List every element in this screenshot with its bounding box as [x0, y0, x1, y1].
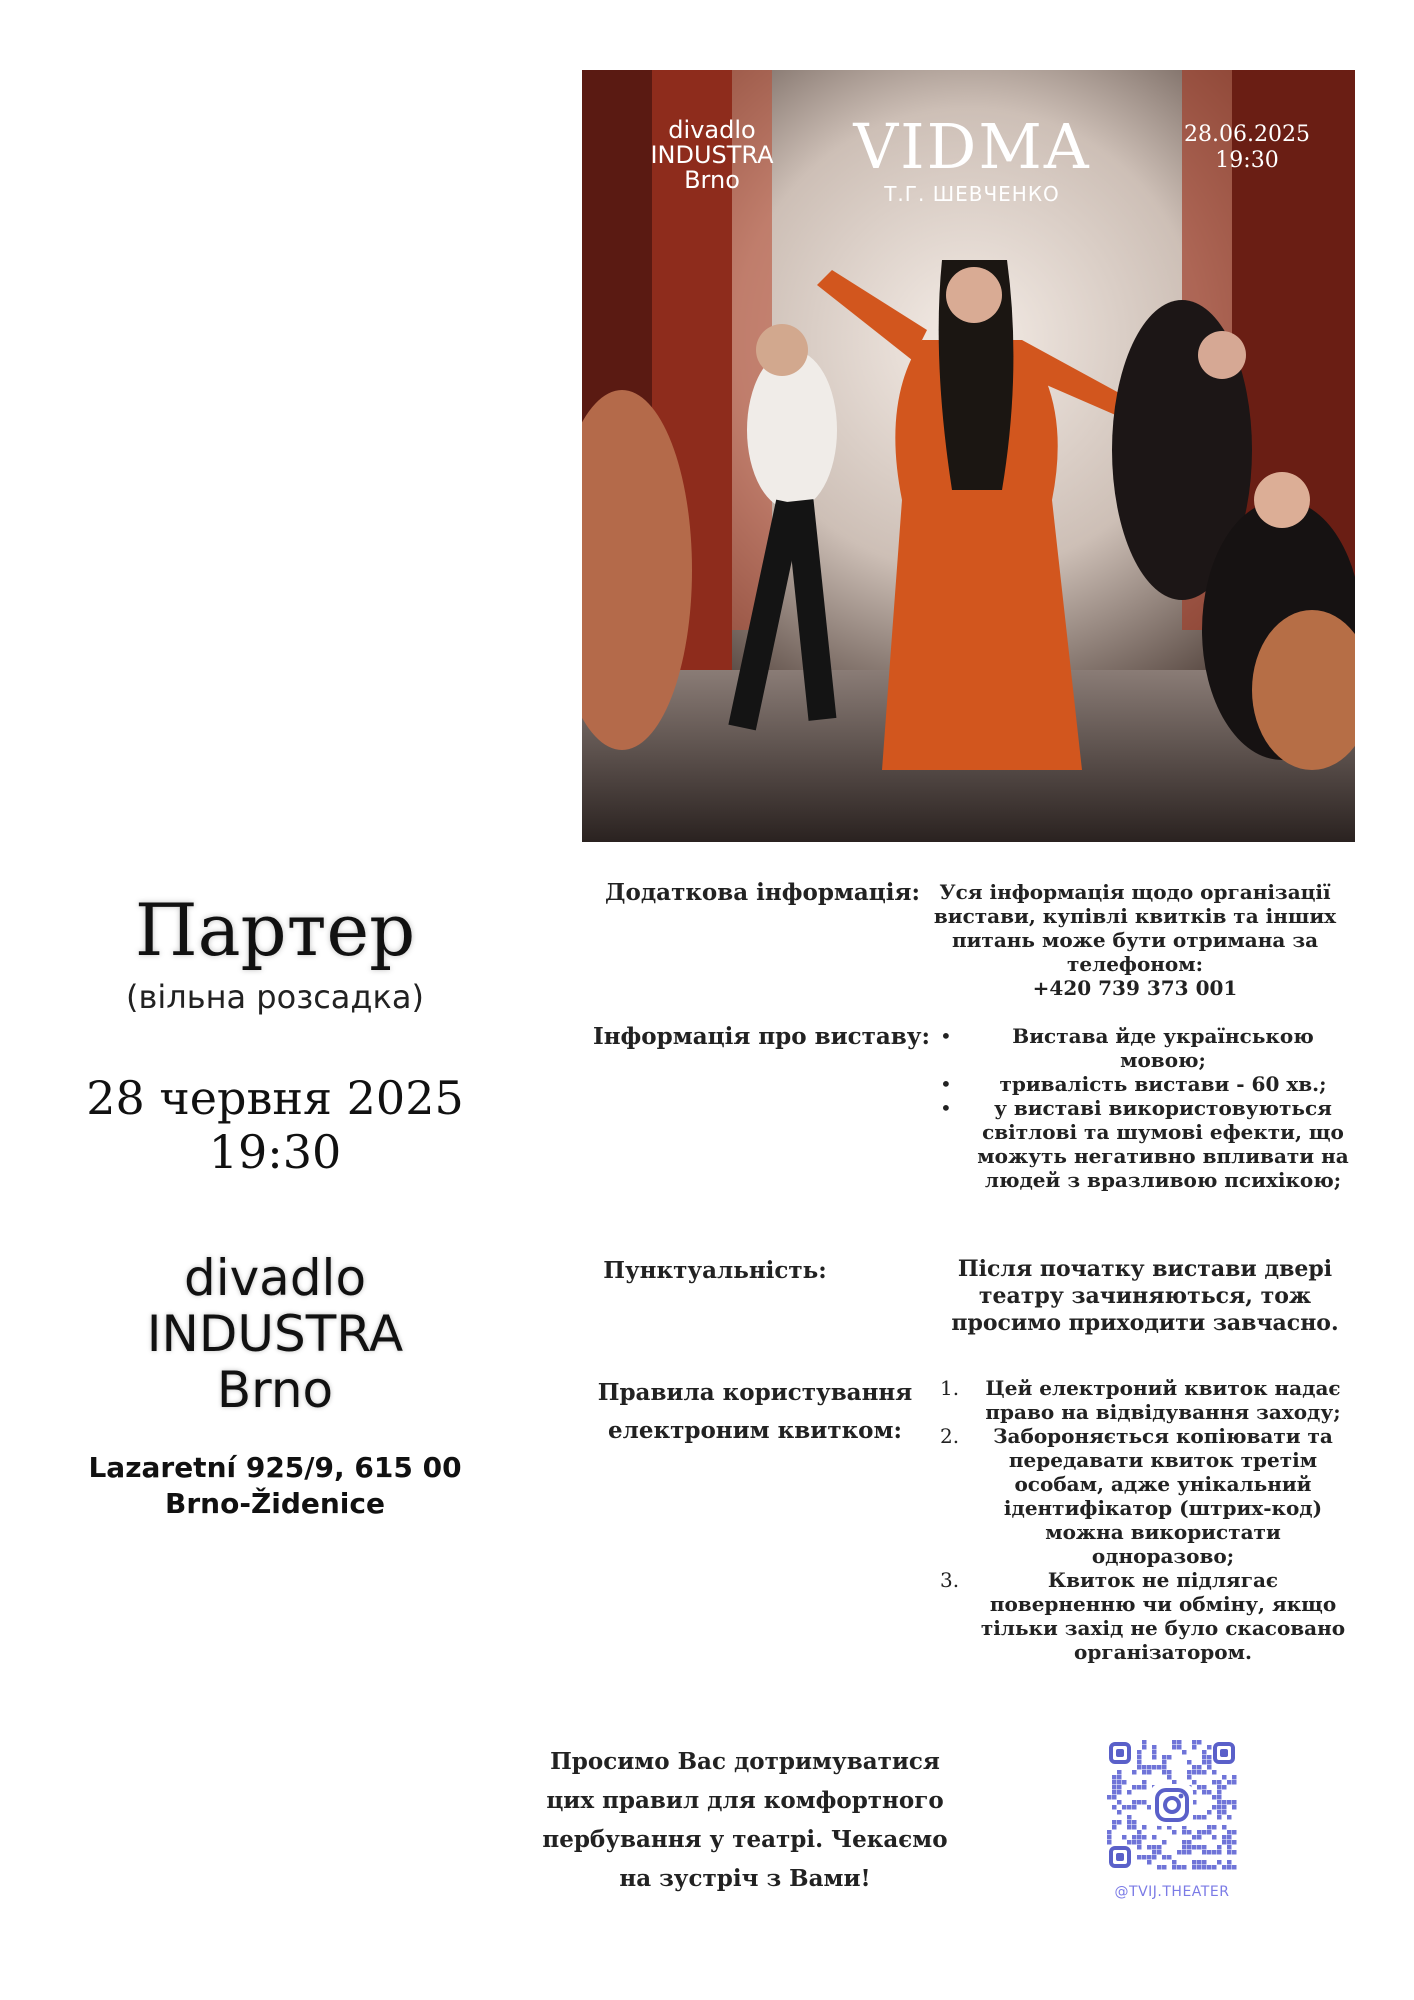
punctuality-text — [940, 1256, 1350, 1337]
list-item-text: Квиток не підлягає поверненню чи обміну, якщо тільки захід не було скасовано організатором. — [980, 1568, 1346, 1664]
poster-venue-line: INDUSTRA — [650, 141, 774, 169]
poster-venue-line: divadlo — [668, 116, 756, 144]
qr-code-image — [1107, 1740, 1237, 1870]
list-item — [940, 1424, 1350, 1568]
venue-name — [40, 1250, 510, 1418]
poster-venue-line: Brno — [684, 166, 740, 194]
punctuality-line: театру зачиняються, тож — [978, 1283, 1312, 1309]
list-item — [940, 1096, 1350, 1192]
list-number: 2. — [940, 1424, 960, 1448]
bullet-icon: • — [940, 1072, 952, 1096]
list-item-text: тривалість вистави - 60 хв.; — [999, 1072, 1327, 1096]
list-item-text: Цей електроний квиток надає право на відвідування заходу; — [985, 1376, 1341, 1424]
bullet-icon: • — [940, 1024, 952, 1048]
poster-time: 19:30 — [1215, 148, 1279, 173]
venue-line: divadlo — [183, 1249, 367, 1307]
address-line: Brno-Židenice — [165, 1487, 385, 1520]
list-item — [940, 1072, 1350, 1096]
event-time: 19:30 — [208, 1125, 342, 1179]
list-number: 1. — [940, 1376, 960, 1400]
address-line: Lazaretní 925/9, 615 00 — [88, 1451, 462, 1484]
closing-line: пербування у театрі. Чекаємо — [542, 1826, 948, 1853]
closing-line: на зустріч з Вами! — [619, 1865, 871, 1892]
poster-image — [582, 70, 1355, 842]
additional-info-label: Додаткова інформація: — [605, 879, 920, 906]
closing-line: Просимо Вас дотримуватися — [550, 1748, 940, 1775]
rules-label-line: Правила користування — [597, 1379, 913, 1406]
venue-address — [40, 1450, 510, 1522]
punctuality-line: Після початку вистави двері — [957, 1256, 1333, 1282]
performance-info-label: Інформація про виставу: — [592, 1023, 930, 1050]
poster-author: Т.Г. ШЕВЧЕНКО — [884, 182, 1060, 206]
list-number: 3. — [940, 1568, 960, 1592]
punctuality-line: просимо приходити завчасно. — [951, 1310, 1339, 1336]
list-item — [940, 1024, 1350, 1072]
phone-number: +420 739 373 001 — [1032, 976, 1238, 1000]
poster-title: VIDMA — [853, 110, 1091, 183]
seat-subtitle: (вільна розсадка) — [126, 978, 424, 1016]
rules-label — [580, 1374, 930, 1450]
poster-date: 28.06.2025 — [1184, 122, 1310, 147]
list-item-text: Вистава йде українською мовою; — [1012, 1024, 1314, 1072]
additional-info-line: Уся інформація щодо організації — [939, 880, 1331, 904]
list-item — [940, 1376, 1350, 1424]
rules-list — [940, 1376, 1350, 1664]
event-date: 28 червня 2025 — [86, 1071, 464, 1125]
bullet-icon: • — [940, 1096, 952, 1120]
venue-line: INDUSTRA — [146, 1305, 404, 1363]
list-item — [940, 1568, 1350, 1664]
venue-line: Brno — [216, 1361, 334, 1419]
list-item-text: у виставі використовуються світлові та шумові ефекти, що можуть негативно впливати на людей з вразливою психікою; — [977, 1096, 1349, 1192]
punctuality-label: Пунктуальність: — [603, 1257, 827, 1284]
rules-label-line: електроним квитком: — [608, 1417, 902, 1444]
additional-info-line: телефоном: — [1066, 952, 1204, 976]
poster-datetime — [1152, 122, 1342, 174]
performance-info-list — [940, 1024, 1350, 1192]
qr-code[interactable] — [1107, 1740, 1237, 1870]
list-item-text: Забороняється копіювати та передавати квиток третім особам, адже унікальний ідентифікатор (штрих-код) можна використати одноразово; — [993, 1424, 1333, 1568]
additional-info-line: вистави, купівлі квитків та інших — [933, 904, 1337, 928]
seat-title: Партер — [134, 888, 416, 972]
additional-info-text — [930, 880, 1340, 1000]
additional-info-line: питань може бути отримана за — [951, 928, 1319, 952]
poster-venue — [612, 118, 812, 193]
closing-line: цих правил для комфортного — [546, 1787, 944, 1814]
instagram-handle[interactable]: @TVIJ.THEATER — [1114, 1884, 1230, 1900]
closing-message — [520, 1742, 970, 1898]
